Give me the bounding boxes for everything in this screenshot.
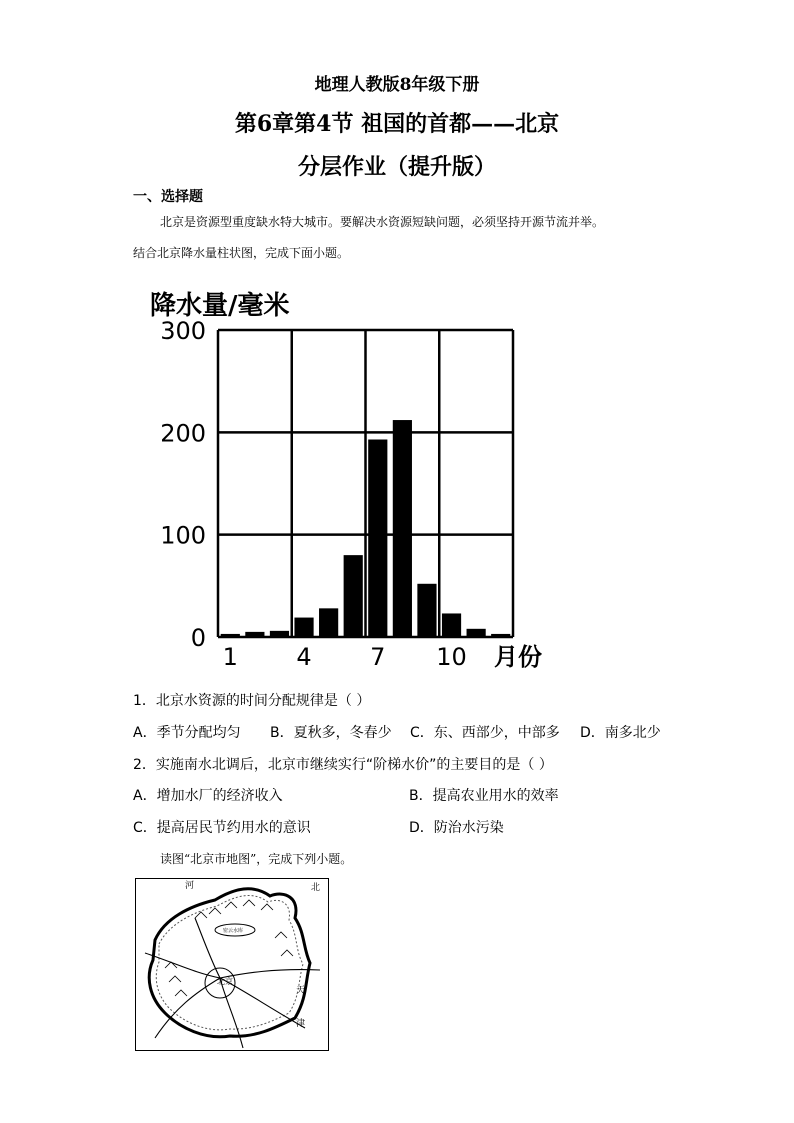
y-ticks <box>160 317 206 652</box>
bar-month-8 <box>393 420 412 637</box>
q2-option-b[interactable]: B．提高农业用水的效率 <box>409 788 559 804</box>
bar-month-12 <box>491 634 510 637</box>
q1-option-a[interactable]: A．季节分配均匀 <box>133 725 241 741</box>
map-label-tian: 天 <box>296 986 306 996</box>
question-1-stem: 1．北京水资源的时间分配规律是（ ） <box>133 693 371 709</box>
subtitle: 地理人教版8年级下册 <box>314 75 480 95</box>
bar-month-5 <box>319 608 338 637</box>
bar-month-1 <box>221 634 240 637</box>
y-tick-label: 300 <box>160 317 206 345</box>
x-axis-label: 月份 <box>494 643 542 671</box>
x-tick-label: 4 <box>296 643 312 671</box>
y-tick-label: 100 <box>160 521 206 550</box>
q2-option-c[interactable]: C．提高居民节约用水的意识 <box>133 820 311 836</box>
q1-option-d[interactable]: D．南多北少 <box>580 725 661 741</box>
bar-month-3 <box>270 631 289 637</box>
q1-option-b[interactable]: B．夏秋多，冬春少 <box>270 725 392 741</box>
intro-line-2: 结合北京降水量柱状图，完成下面小题。 <box>133 246 350 260</box>
map-label-he: 河 <box>185 881 195 891</box>
x-tick-label: 1 <box>222 643 238 671</box>
beijing-map <box>135 878 329 1051</box>
intro-line-1: 北京是资源型重度缺水特大城市。要解决水资源短缺问题，必须坚持开源节流并举。 <box>160 215 605 229</box>
map-label-bei: 北 <box>311 883 321 893</box>
bar-month-10 <box>442 613 461 637</box>
question-2-stem: 2．实施南水北调后，北京市继续实行“阶梯水价”的主要目的是（ ） <box>133 757 553 773</box>
y-tick-label: 200 <box>160 419 206 448</box>
chart-grid <box>218 330 513 637</box>
x-ticks <box>223 643 467 671</box>
q2-option-d[interactable]: D．防治水污染 <box>409 820 504 836</box>
y-axis-label: 降水量/毫米 <box>150 291 290 321</box>
page-title: 第6章第4节 祖国的首都——北京 <box>234 111 560 137</box>
bar-month-6 <box>344 555 363 637</box>
bar-month-9 <box>417 584 436 637</box>
map-label-beijing: 北京 <box>217 977 233 986</box>
edition-title: 分层作业（提升版） <box>297 154 496 180</box>
y-tick-label: 0 <box>190 624 206 652</box>
bar-month-4 <box>294 618 313 637</box>
x-tick-label: 10 <box>436 643 467 671</box>
x-tick-label: 7 <box>370 643 386 671</box>
map-intro: 读图“北京市地图”，完成下列小题。 <box>160 852 353 866</box>
bar-month-7 <box>368 439 387 637</box>
q2-option-a[interactable]: A．增加水厂的经济收入 <box>133 788 283 804</box>
precipitation-chart <box>140 282 560 674</box>
bar-month-2 <box>245 632 264 637</box>
bar-month-11 <box>467 629 486 637</box>
section-heading: 一、选择题 <box>133 189 203 205</box>
map-label-jin: 津 <box>296 1019 306 1029</box>
map-label-reservoir: 密云水库 <box>223 928 244 934</box>
q1-option-c[interactable]: C．东、西部少，中部多 <box>410 725 560 741</box>
